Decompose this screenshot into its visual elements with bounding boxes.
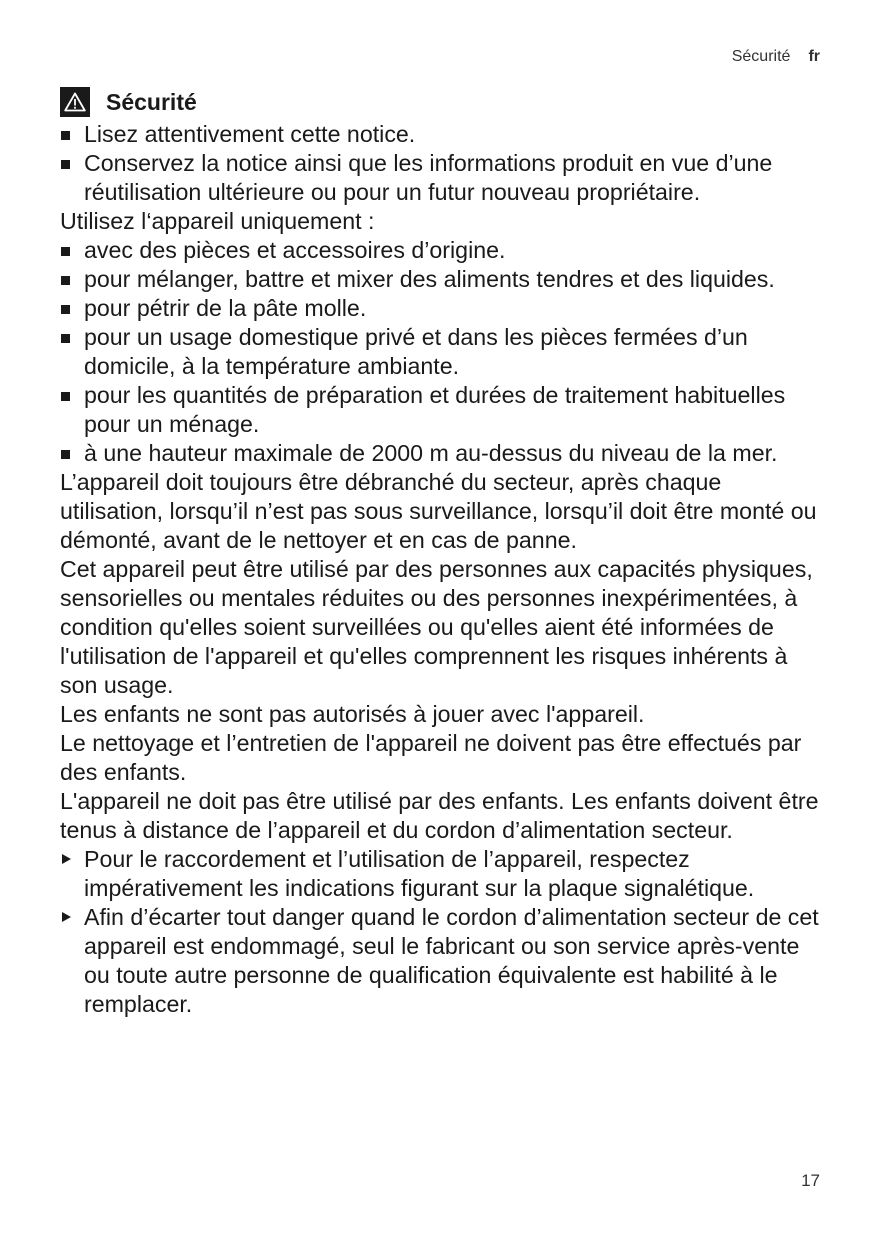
list-item: Conservez la notice ainsi que les informations produit en vue d’une réutilisation ultérieure ou pour un futur nouveau propriétaire.	[60, 149, 820, 207]
list-item: à une hauteur maximale de 2000 m au-dessus du niveau de la mer.	[60, 439, 820, 468]
paragraph: Cet appareil peut être utilisé par des personnes aux capacités physiques, sensorielles ou mentales réduites ou des personnes inexpérimentées, à condition qu'elles soient surveillées ou qu'elles aient été informées de l'utilisation de l'appareil et qu'elles comprennent les risques inhérents à son usage.	[60, 556, 813, 698]
list-item: pour les quantités de préparation et durées de traitement habituelles pour un ménage.	[60, 381, 820, 439]
action-item: Pour le raccordement et l’utilisation de l’appareil, respectez impérativement les indications figurant sur la plaque signalétique.	[60, 845, 820, 903]
list-item: pour mélanger, battre et mixer des aliments tendres et des liquides.	[60, 265, 820, 294]
paragraph: Le nettoyage et l’entretien de l'appareil ne doivent pas être effectués par des enfants.	[60, 730, 802, 785]
page-title: Sécurité	[106, 88, 197, 115]
list-item: pour un usage domestique privé et dans les pièces fermées d’un domicile, à la température ambiante.	[60, 323, 820, 381]
paragraph: L’appareil doit toujours être débranché du secteur, après chaque utilisation, lorsqu’il n’est pas sous surveillance, lorsqu’il doit être monté ou démonté, avant de le nettoyer et en cas de panne.	[60, 469, 817, 553]
section-heading	[60, 86, 820, 118]
list-item: avec des pièces et accessoires d’origine.	[60, 236, 820, 265]
action-item: Afin d’écarter tout danger quand le cordon d’alimentation secteur de cet appareil est endommagé, seul le fabricant ou son service après-vente ou toute autre personne de qualification équivalente est habilité à le remplacer.	[60, 903, 820, 1019]
list-item: pour pétrir de la pâte molle.	[60, 294, 820, 323]
usage-intro: Utilisez l‘appareil uniquement :	[60, 208, 375, 234]
intro-list	[60, 120, 820, 207]
warning-triangle-icon	[60, 87, 90, 117]
page-number: 17	[801, 1171, 820, 1190]
page-content	[60, 86, 820, 1019]
list-item: Lisez attentivement cette notice.	[60, 120, 820, 149]
usage-list	[60, 236, 820, 468]
paragraph: L'appareil ne doit pas être utilisé par des enfants. Les enfants doivent être tenus à distance de l’appareil et du cordon d’alimentation secteur.	[60, 788, 819, 843]
action-list	[60, 845, 820, 1019]
running-header	[732, 48, 820, 66]
header-section: Sécurité	[731, 48, 791, 65]
header-language: fr	[808, 48, 820, 65]
paragraph: Les enfants ne sont pas autorisés à jouer avec l'appareil.	[60, 701, 645, 727]
